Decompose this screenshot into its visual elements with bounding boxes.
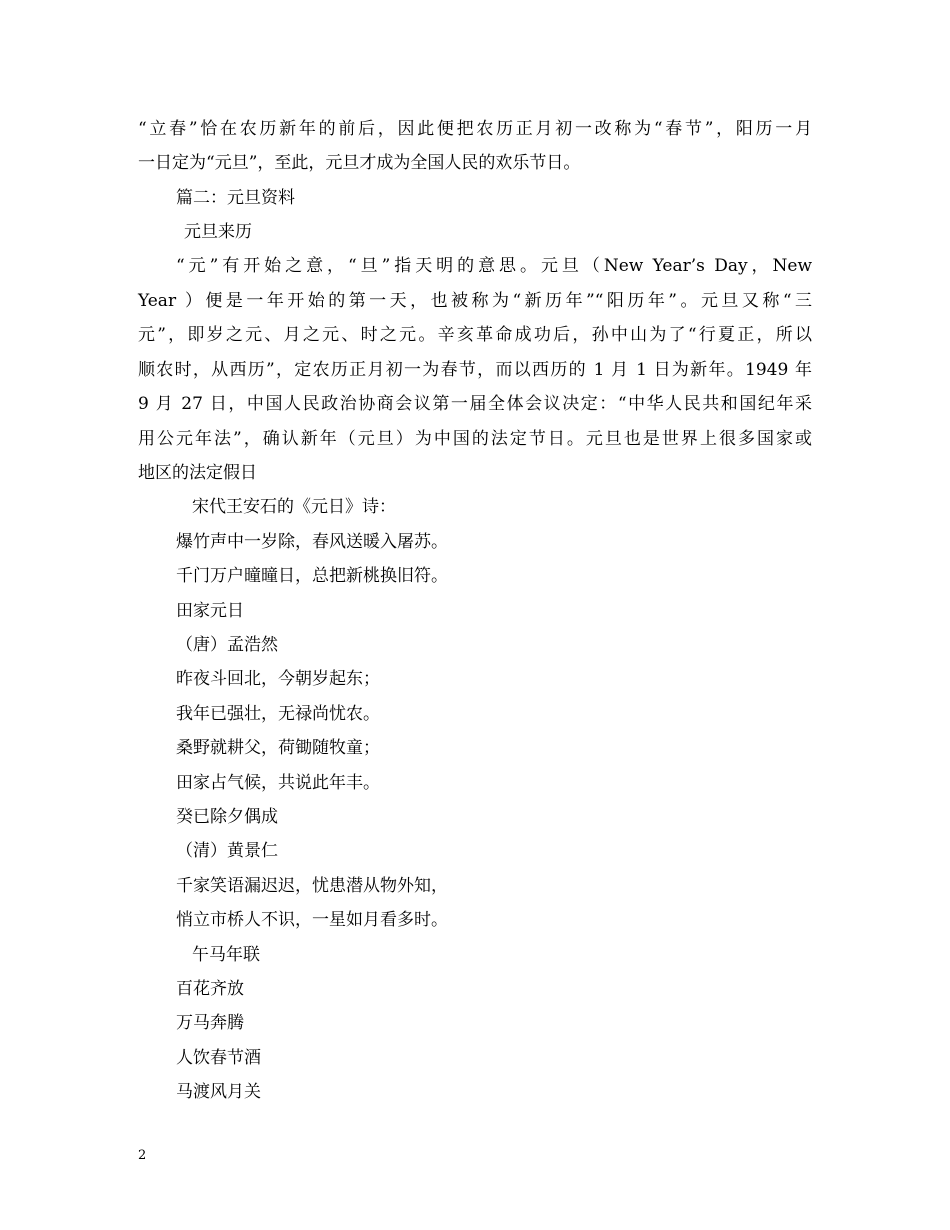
poem-line: 千门万户曈曈日，总把新桃换旧符。 [176, 566, 448, 586]
poem-line: 昨夜斗回北，今朝岁起东； [176, 669, 380, 689]
poem-line: 我年已强壮，无禄尚忧农。 [176, 704, 380, 724]
poem-author: （清）黄景仁 [176, 841, 278, 861]
paragraph-line: 一日定为“元旦”，至此，元旦才成为全国人民的欢乐节日。 [138, 153, 581, 173]
couplet-title: 午马年联 [192, 945, 260, 965]
poem-line: 千家笑语漏迟迟，忧患潜从物外知， [176, 876, 448, 896]
paragraph-line: 9 月 27 日，中国人民政治协商会议第一届全体会议决定：“中华人民共和国纪年采 [138, 394, 812, 414]
paragraph-line: “立春”恰在农历新年的前后，因此便把农历正月初一改称为“春节”，阳历一月 [138, 119, 812, 139]
couplet-line: 百花齐放 [176, 979, 244, 999]
subheading: 元旦来历 [184, 222, 252, 242]
page-number: 2 [138, 1148, 147, 1163]
poem-title: 癸已除夕偶成 [176, 807, 278, 827]
section-heading: 篇二：元旦资料 [176, 188, 295, 208]
paragraph-line: 地区的法定假日 [138, 463, 257, 483]
paragraph-line: Year ）便是一年开始的第一天，也被称为“新历年”“阳历年”。元旦又称“三 [138, 291, 812, 311]
couplet-line: 万马奔腾 [176, 1013, 244, 1033]
paragraph-line: 用公元年法”，确认新年（元旦）为中国的法定节日。元旦也是世界上很多国家或 [138, 429, 812, 449]
poem-title: 田家元日 [176, 601, 244, 621]
poem-line: 爆竹声中一岁除，春风送暖入屠苏。 [176, 532, 448, 552]
couplet-line: 人饮春节酒 [176, 1048, 261, 1068]
poem-intro: 宋代王安石的《元日》诗： [192, 497, 396, 517]
poem-line: 悄立市桥人不识，一星如月看多时。 [176, 910, 448, 930]
paragraph-line: “元”有开始之意，“旦”指天明的意思。元旦（New Year’s Day，New [176, 256, 812, 276]
poem-author: （唐）孟浩然 [176, 635, 278, 655]
paragraph-line: 顺农时，从西历”，定农历正月初一为春节，而以西历的 1 月 1 日为新年。1949 年 [138, 360, 812, 380]
couplet-line: 马渡风月关 [176, 1082, 261, 1102]
poem-line: 田家占气候，共说此年丰。 [176, 773, 380, 793]
paragraph-line: 元”，即岁之元、月之元、时之元。辛亥革命成功后，孙中山为了“行夏正，所以 [138, 325, 812, 345]
poem-line: 桑野就耕父，荷锄随牧童； [176, 738, 380, 758]
